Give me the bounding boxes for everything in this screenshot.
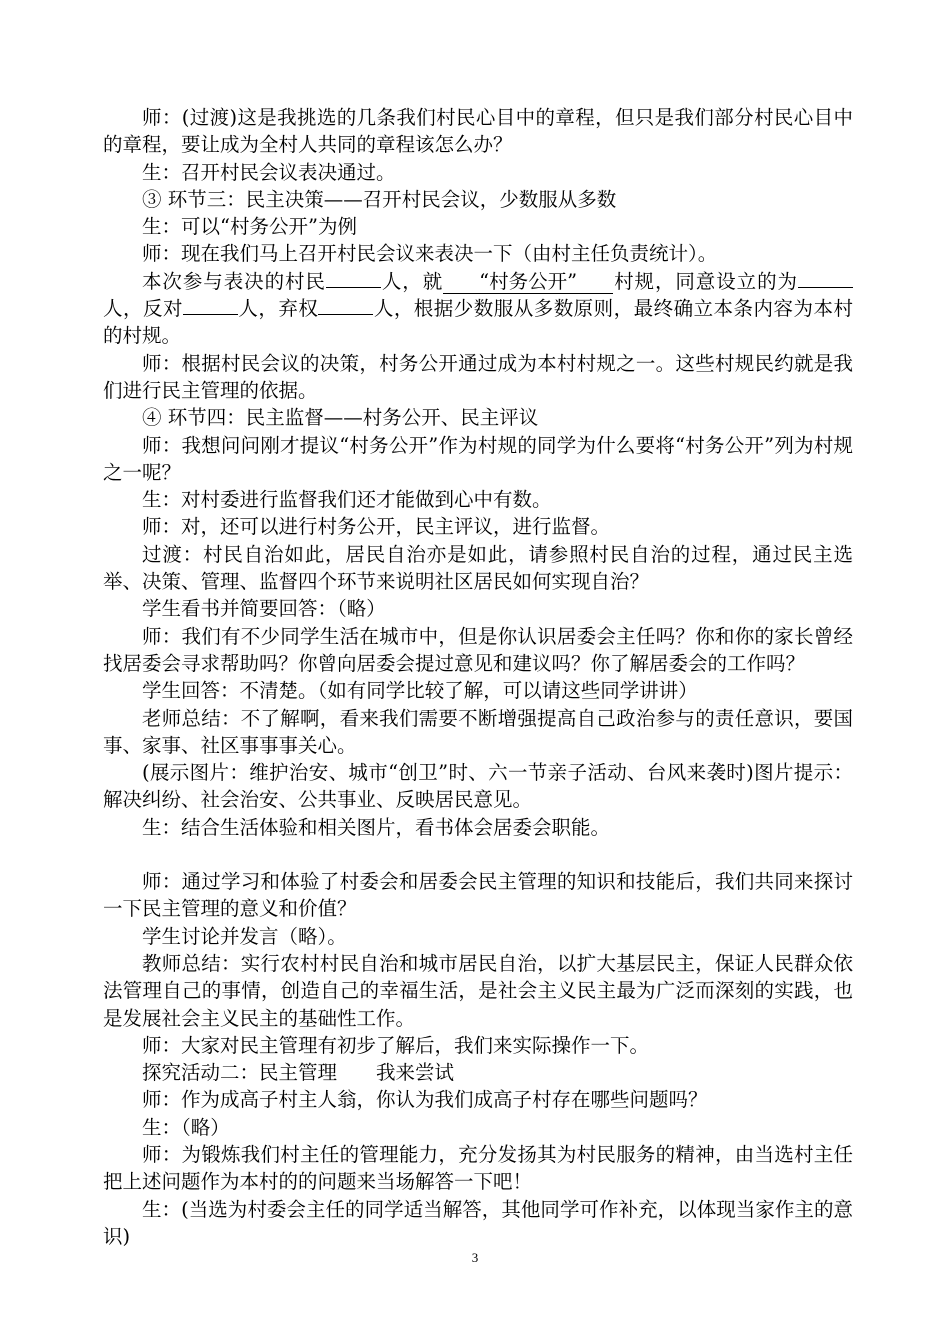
paragraph: (展示图片：维护治安、城市“创卫”时、六一节亲子活动、台风来袭时)图片提示：解决纠纷、社会治安、公共事业、反映居民意见。 (103, 761, 853, 812)
paragraph: 师：我想问问刚才提议“村务公开”作为村规的同学为什么要将“村务公开”列为村规之一呢？ (103, 433, 853, 484)
blank-participants (326, 287, 381, 288)
page-number: 3 (471, 1250, 479, 1265)
paragraph: 学生回答：不清楚。（如有同学比较了解，可以请这些同学讲讲） (142, 679, 698, 703)
vote-text: 村规，同意设立的为 (613, 269, 798, 293)
paragraph: ④ 环节四：民主监督——村务公开、民主评议 (142, 406, 539, 430)
paragraph: ③ 环节三：民主决策——召开村民会议，少数服从多数 (142, 187, 617, 211)
blank-agree (798, 287, 853, 288)
paragraph: 师：根据村民会议的决策，村务公开通过成为本村村规之一。这些村规民约就是我们进行民主管理的依据。 (103, 351, 853, 402)
vote-text: 人，根据少数服从多数原则，最终确立本条内容为本村的村规。 (103, 297, 853, 348)
paragraph: 师：作为成高子村主人翁，你认为我们成高子村存在哪些问题吗？ (142, 1088, 708, 1112)
paragraph: 师：我们有不少同学生活在城市中，但是你认识居委会主任吗？你和你的家长曾经找居委会寻求帮助吗？你曾向居委会提过意见和建议吗？你了解居委会的工作吗？ (103, 624, 853, 675)
paragraph: 学生看书并简要回答：（略） (142, 597, 386, 621)
paragraph: 师：对，还可以进行村务公开，民主评议，进行监督。 (142, 515, 611, 539)
vote-text: 人，弃权 (237, 297, 319, 321)
blank-abstain (318, 314, 373, 315)
paragraph: 生：对村委进行监督我们还才能做到心中有数。 (142, 488, 552, 512)
vote-text: 人，反对 (103, 297, 183, 321)
paragraph: 师：现在我们马上召开村民会议来表决一下（由村主任负责统计）。 (142, 242, 718, 266)
paragraph: 生：(当选为村委会主任的同学适当解答，其他同学可作补充，以体现当家作主的意识) (103, 1197, 853, 1248)
paragraph: 师：(过渡)这是我挑选的几条我们村民心目中的章程，但只是我们部分村民心目中的章程，要让成为全村人共同的章程该怎么办？ (103, 106, 853, 157)
paragraph: 生：（略） (142, 1115, 230, 1139)
vote-paragraph (103, 268, 853, 350)
paragraph: 师：为锻炼我们村主任的管理能力，充分发扬其为村民服务的精神，由当选村主任把上述问题作为本村的的问题来当场解答一下吧！ (103, 1142, 853, 1194)
paragraph: 学生讨论并发言（略）。 (142, 924, 347, 948)
blank-line (103, 841, 853, 868)
vote-topic: “村务公开” (443, 271, 613, 294)
page-body (103, 104, 853, 1250)
paragraph: 教师总结：实行农村村民自治和城市居民自治，以扩大基层民主，保证人民群众依法管理自己的事情，创造自己的幸福生活，是社会主义民主最为广泛而深刻的实践，也是发展社会主义民主的基础性工作。 (103, 951, 853, 1030)
paragraph: 师：通过学习和体验了村委会和居委会民主管理的知识和技能后，我们共同来探讨一下民主管理的意义和价值？ (103, 870, 853, 921)
paragraph: 过渡：村民自治如此，居民自治亦是如此，请参照村民自治的过程，通过民主选举、决策、管理、监督四个环节来说明社区居民如何实现自治？ (103, 542, 853, 594)
vote-text: 人，就 (380, 269, 444, 293)
paragraph: 老师总结：不了解啊，看来我们需要不断增强提高自己政治参与的责任意识，要国事、家事、社区事事事关心。 (103, 706, 853, 757)
paragraph: 生：召开村民会议表决通过。 (142, 160, 396, 184)
paragraph: 生：可以“村务公开”为例 (142, 215, 357, 239)
paragraph: 师：大家对民主管理有初步了解后，我们来实际操作一下。 (142, 1033, 650, 1057)
paragraph: 探究活动二：民主管理 我来尝试 (142, 1061, 455, 1085)
blank-oppose (183, 314, 238, 315)
vote-text: 本次参与表决的村民 (142, 269, 326, 293)
paragraph: 生：结合生活体验和相关图片，看书体会居委会职能。 (142, 815, 611, 839)
